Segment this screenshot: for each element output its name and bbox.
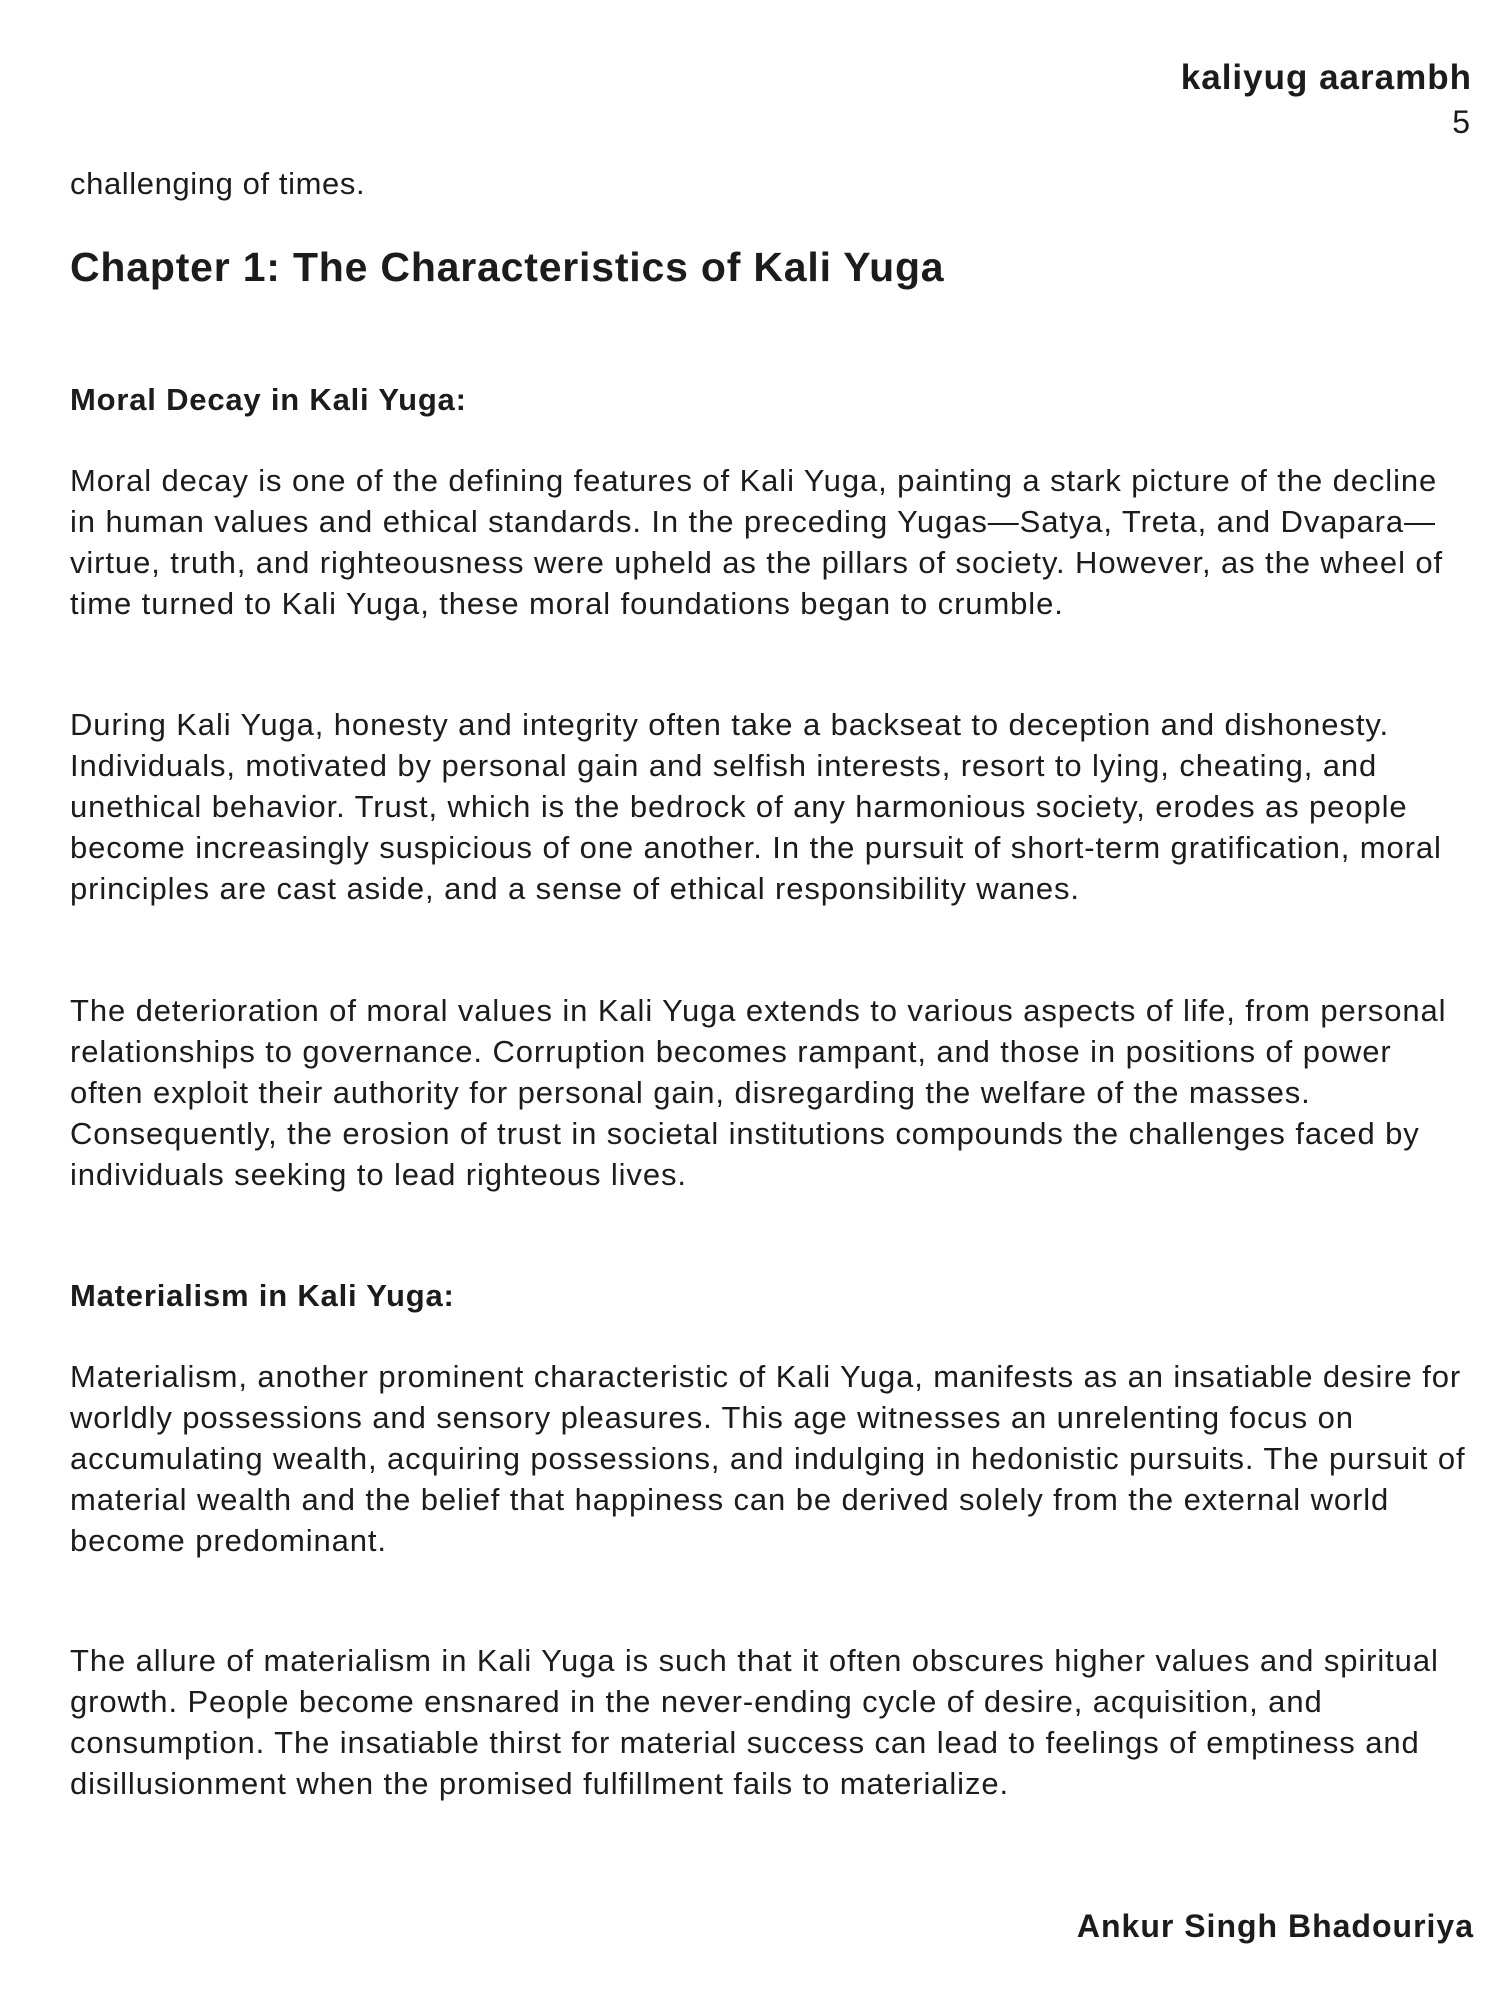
paragraph: During Kali Yuga, honesty and integrity often take a backseat to deception and dishonesty. Individuals, motivated by personal gain and selfish interests, resort to lying, cheating, and unethical behavior. Trust, which is the bedrock of any harmonious society, erodes as people become increasingly suspicious of one another. In the pursuit of short-term gratification, moral principles are cast aside, and a sense of ethical responsibility wanes. [70,707,1442,906]
paragraph: Materialism, another prominent characteristic of Kali Yuga, manifests as an insatiable desire for worldly possessions and sensory pleasures. This age witnesses an unrelenting focus on accumulating wealth, acquiring possessions, and indulging in hedonistic pursuits. The pursuit of material wealth and the belief that happiness can be derived solely from the external world become predominant. [70,1359,1466,1558]
author-name: Ankur Singh Bhadouriya [1076,1908,1474,1944]
section-heading-materialism: Materialism in Kali Yuga: [70,1278,455,1313]
running-title: kaliyug aarambh [1180,58,1472,97]
paragraph: The deterioration of moral values in Kali Yuga extends to various aspects of life, from personal relationships to governance. Corruption becomes rampant, and those in positions of power often exploit their authority for personal gain, disregarding the welfare of the masses. Consequently, the erosion of trust in societal institutions compounds the challenges faced by individuals seeking to lead righteous lives. [70,993,1447,1192]
chapter-title: Chapter 1: The Characteristics of Kali Yuga [70,244,945,290]
paragraph: The allure of materialism in Kali Yuga is such that it often obscures higher values and spiritual growth. People become ensnared in the never-ending cycle of desire, acquisition, and consumption. The insatiable thirst for material success can lead to feelings of emptiness and disillusionment when the promised fulfillment fails to materialize. [70,1643,1439,1801]
continuation-text: challenging of times. [70,166,366,201]
page-number: 5 [1452,104,1470,140]
section-heading-moral-decay: Moral Decay in Kali Yuga: [70,382,467,417]
paragraph: Moral decay is one of the defining features of Kali Yuga, painting a stark picture of the decline in human values and ethical standards. In the preceding Yugas—Satya, Treta, and Dvapara—virtue, truth, and righteousness were upheld as the pillars of society. However, as the wheel of time turned to Kali Yuga, these moral foundations began to crumble. [70,463,1444,621]
